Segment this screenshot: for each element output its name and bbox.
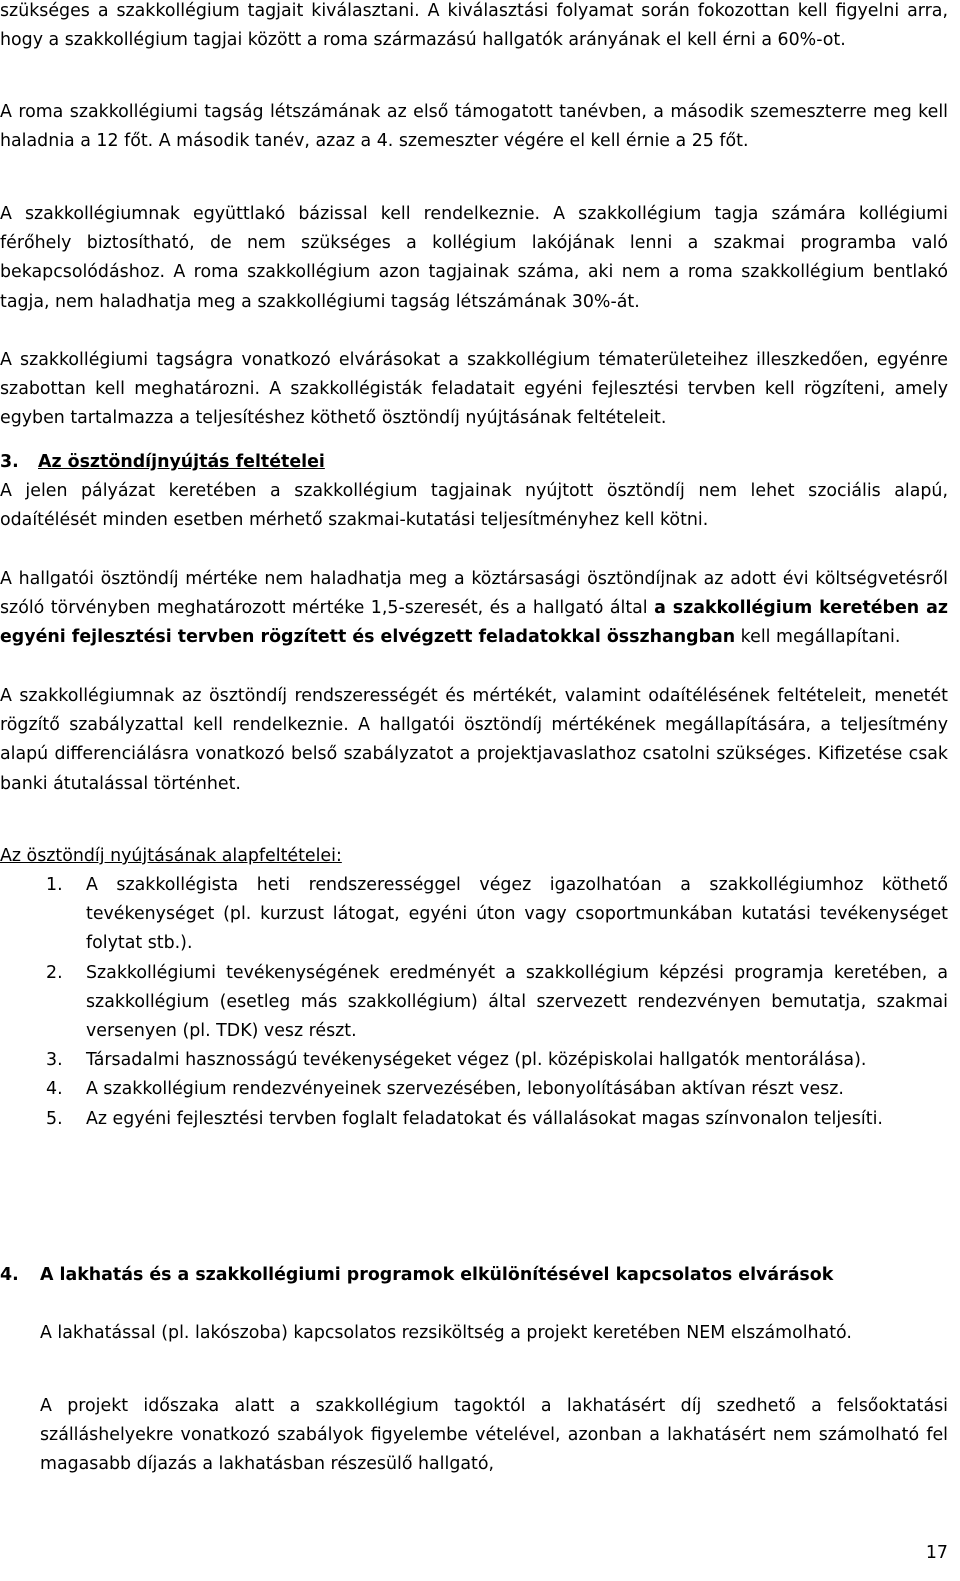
list-item-text: A szakkollégium rendezvényeinek szervezésében, lebonyolításában aktívan részt vesz. (86, 1079, 844, 1100)
list-item-text: Társadalmi hasznosságú tevékenységeket végez (pl. középiskolai hallgatók mentorálása). (86, 1050, 867, 1071)
list-item (0, 1046, 948, 1075)
paragraph-scholarship-amount (0, 565, 948, 653)
list-item-number: 5. (46, 1108, 63, 1129)
paragraph-residential-base: A szakkollégiumnak együttlakó bázissal kell rendelkeznie. A szakkollégium tagja számára kollégiumi férőhely biztosítható, de nem szükséges a kollégium lakójának lenni a szakmai programba való bekapcsolódáshoz. A roma szakkollégium azon tagjainak száma, aki nem a roma szakkollégium bentlakó tagja, nem haladhatja meg a szakkollégiumi tagság létszámának 30%-át. (0, 204, 948, 312)
list-item (0, 1075, 948, 1104)
list-item-text: A szakkollégista heti rendszerességgel végez igazolhatóan a szakkollégiumhoz köthető tevékenységet (pl. kurzust látogat, egyéni úton vagy csoportmunkában kutatási tevékenységet folytat stb.). (86, 875, 948, 954)
list-item-number: 4. (46, 1079, 63, 1100)
section-3-title: Az ösztöndíjnyújtás feltételei (38, 452, 325, 472)
section-4-title: A lakhatás és a szakkollégiumi programok elkülönítésével kapcsolatos elvárások (40, 1265, 834, 1285)
paragraph-membership-expectations: A szakkollégiumi tagságra vonatkozó elvárásokat a szakkollégium tématerületeihez illeszkedően, egyénre szabottan kell meghatározni. A szakkollégisták feladatait egyéni fejlesztési tervben kell rögzíteni, amely egyben tartalmazza a teljesítéshez köthető ösztöndíj nyújtásának feltételeit. (0, 350, 948, 429)
paragraph-scholarship-basis: A jelen pályázat keretében a szakkollégium tagjainak nyújtott ösztöndíj nem lehet szociális alapú, odaítélését minden esetben mérhető szakmai-kutatási teljesítményhez kell kötni. (0, 481, 948, 531)
scholarship-amount-bold: a szakkollégium keretében az egyéni fejlesztési tervben rögzített és elvégzett feladatokkal összhangban (0, 598, 948, 648)
scholarship-amount-text: A hallgatói ösztöndíj mértéke nem haladhatja meg a köztársasági ösztöndíjnak az adott évi költségvetésről szóló törvényben meghatározott mértéke 1,5-szeresét, és a hallgató által (0, 569, 948, 619)
scholarship-conditions-list (0, 871, 948, 1134)
section-3-number: 3. (0, 452, 19, 472)
paragraph-scholarship-regulation: A szakkollégiumnak az ösztöndíj rendszerességét és mértékét, valamint odaítélésének feltételeit, menetét rögzítő szabályzattal kell rendelkeznie. A hallgatói ösztöndíj mértékének megállapítására, a teljesítmény alapú differenciálásra vonatkozó belső szabályzatot a projektjavaslathoz csatolni szükséges. Kifizetése csak banki átutalással történhet. (0, 686, 948, 794)
section-3-heading (0, 448, 948, 477)
list-intro-text: Az ösztöndíj nyújtásának alapfeltételei: (0, 846, 342, 866)
page-number: 17 (925, 1543, 948, 1563)
list-item (0, 871, 948, 959)
paragraph-housing-fees: A projekt időszaka alatt a szakkollégium tagoktól a lakhatásért díj szedhető a felsőoktatási szálláshelyekre vonatkozó szabályok figyelembe vételével, azonban a lakhatásért nem számolható fel magasabb díjazás a lakhatásban részesülő hallgató, (40, 1396, 948, 1475)
list-item-text: Az egyéni fejlesztési tervben foglalt feladatokat és vállalásokat magas színvonalon teljesíti. (86, 1108, 883, 1129)
list-item (0, 1105, 948, 1134)
list-item-number: 1. (46, 875, 63, 895)
paragraph-housing-costs: A lakhatással (pl. lakószoba) kapcsolatos rezsiköltség a projekt keretében NEM elszámolható. (40, 1323, 852, 1343)
list-intro (0, 842, 948, 871)
list-item-text: Szakkollégiumi tevékenységének eredményét a szakkollégium képzési programja keretében, a szakkollégium (esetleg más szakkollégium) által szervezett rendezvényen bemutatja, szakmai versenyen (pl. TDK) vesz részt. (86, 962, 948, 1042)
paragraph-member-selection: szükséges a szakkollégium tagjait kiválasztani. A kiválasztási folyamat során fokozottan kell figyelni arra, hogy a szakkollégium tagjai között a roma származású hallgatók arányának el kell érni a 60%-ot. (0, 1, 948, 51)
section-4-heading (0, 1261, 948, 1290)
list-item-number: 2. (46, 962, 63, 983)
scholarship-amount-end: kell megállapítani. (735, 627, 901, 648)
paragraph-membership-count: A roma szakkollégiumi tagság létszámának az első támogatott tanévben, a második szemeszterre meg kell haladnia a 12 főt. A második tanév, azaz a 4. szemeszter végére el kell érnie a 25 főt. (0, 102, 948, 152)
section-4-number: 4. (0, 1265, 19, 1285)
list-item-number: 3. (46, 1050, 63, 1071)
list-item (0, 959, 948, 1047)
